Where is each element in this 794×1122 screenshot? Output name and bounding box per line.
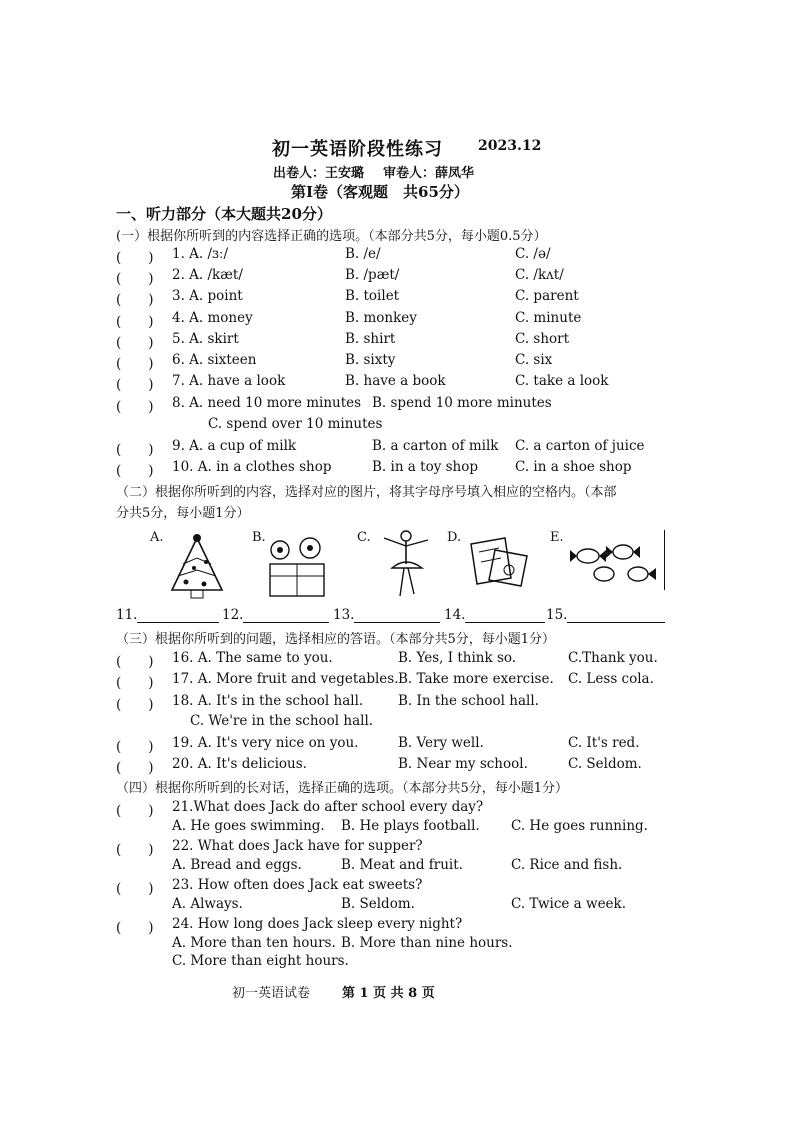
option-b: B. In the school hall. [398,693,539,709]
option-c: C. six [515,352,553,368]
dancer-icon [378,528,434,600]
option-a: 7. A. have a look [172,373,286,389]
setter-name: 出卷人：王安璐 [273,166,365,181]
option-c: C. /ə/ [515,246,551,262]
option-a: 9. A. a cup of milk [172,438,297,454]
christmas-tree-icon [164,532,230,602]
option-c: C. in a shoe shop [515,459,632,475]
blank-15[interactable] [546,607,665,623]
answer-paren[interactable]: ( ) [116,881,154,897]
blank-label: 13. [333,607,355,623]
question-text: 24. How long does Jack sleep every night? [172,916,463,932]
section4-instruction: （四）根据你所听到的长对话，选择正确的选项。（本部分共5分，每小题1分） [116,781,569,796]
option-c: C. take a look [515,373,609,389]
option-b: B. Meat and fruit. [341,857,463,873]
option-c: C. It's red. [568,735,640,751]
blank-label: 15. [546,607,568,623]
option-b: B. Seldom. [341,896,415,912]
option-a: 5. A. skirt [172,331,239,347]
option-b: B. a carton of milk [372,438,499,454]
option-b: B. Very well. [398,735,484,751]
option-a: 18. A. It's in the school hall. [172,693,364,709]
answer-paren[interactable]: ( ) [116,292,154,308]
answer-paren[interactable]: ( ) [116,314,154,330]
option-c: C. Twice a week. [511,896,627,912]
option-a: 8. A. need 10 more minutes [172,395,362,411]
section3-instruction: （三）根据你所听到的问题，选择相应的答语。（本部分共5分，每小题1分） [116,632,556,647]
blank-14[interactable] [444,607,545,623]
answer-paren[interactable]: ( ) [116,654,154,670]
option-b: B. have a book [345,373,446,389]
blank-11[interactable] [116,607,219,623]
pic-label-d: D. [447,530,462,545]
answer-paren[interactable]: ( ) [116,250,154,266]
option-b: B. in a toy shop [372,459,479,475]
answer-paren[interactable]: ( ) [116,463,154,479]
option-a: 16. A. The same to you. [172,650,333,666]
volume-heading: 第Ⅰ卷（客观题 共65分） [291,183,469,201]
answer-paren[interactable]: ( ) [116,842,154,858]
option-b: B. Yes, I think so. [398,650,517,666]
option-c: C. We're in the school hall. [190,713,374,729]
answer-paren[interactable]: ( ) [116,675,154,691]
answer-paren[interactable]: ( ) [116,356,154,372]
answer-paren[interactable]: ( ) [116,760,154,776]
option-c: C. short [515,331,570,347]
option-a: 1. A. /ɜː/ [172,246,229,262]
section2-instruction-line1: （二）根据你所听到的内容，选择对应的图片，将其字母序号填入相应的空格内。（本部 [116,485,617,500]
option-c: C. parent [515,288,579,304]
pic-label-a: A. [150,530,164,545]
option-b: B. monkey [345,310,417,326]
option-a: 3. A. point [172,288,243,304]
option-b: B. shirt [345,331,396,347]
option-b: B. He plays football. [341,818,480,834]
option-c: C. spend over 10 minutes [208,416,383,432]
sweets-icon [568,540,658,586]
option-a: 6. A. sixteen [172,352,257,368]
answer-paren[interactable]: ( ) [116,920,154,936]
option-a: 19. A. It's very nice on you. [172,735,359,751]
option-c: C. minute [515,310,582,326]
pic-label-e: E. [550,530,564,545]
option-c: C. Seldom. [568,756,642,772]
question-text: 23. How often does Jack eat sweets? [172,877,423,893]
divider [664,530,665,590]
part-heading: 一、听力部分（本大题共20分） [116,205,332,223]
option-a: A. More than ten hours. [172,935,336,951]
answer-paren[interactable]: ( ) [116,442,154,458]
footer-title: 初一英语试卷 [232,986,311,1001]
option-b: B. toilet [345,288,400,304]
option-b: B. Near my school. [398,756,528,772]
answer-paren[interactable]: ( ) [116,271,154,287]
option-c: C. More than eight hours. [172,953,349,969]
flowers-gift-icon [262,536,332,600]
blank-12[interactable] [222,607,329,623]
cards-icon [465,534,535,590]
answer-paren[interactable]: ( ) [116,335,154,351]
option-c: C. He goes running. [511,818,648,834]
option-b: B. More than nine hours. [341,935,513,951]
option-a: 17. A. More fruit and vegetables. [172,671,399,687]
answer-paren[interactable]: ( ) [116,399,154,415]
answer-paren[interactable]: ( ) [116,803,154,819]
option-b: B. sixty [345,352,396,368]
answer-paren[interactable]: ( ) [116,697,154,713]
blank-label: 11. [116,607,138,623]
option-a: 2. A. /kæt/ [172,267,243,283]
option-c: C. /kʌt/ [515,267,564,283]
exam-date: 2023.12 [478,138,542,154]
page-title: 初一英语阶段性练习 [272,139,443,160]
option-b: B. spend 10 more minutes [372,395,552,411]
reviewer-name: 审卷人：薛凤华 [383,166,475,181]
option-a: 4. A. money [172,310,253,326]
question-text: 22. What does Jack have for supper? [172,838,423,854]
option-a: A. Bread and eggs. [172,857,302,873]
section1-instruction: (一）根据你所听到的内容选择正确的选项。（本部分共5分，每小题0.5分） [116,229,547,244]
option-b: B. /pæt/ [345,267,400,283]
option-a: A. He goes swimming. [172,818,325,834]
option-a: 10. A. in a clothes shop [172,459,332,475]
section2-instruction-line2: 分共5分，每小题1分） [116,506,250,521]
answer-paren[interactable]: ( ) [116,377,154,393]
answer-paren[interactable]: ( ) [116,739,154,755]
option-c: C. Rice and fish. [511,857,623,873]
pic-label-c: C. [357,530,371,545]
option-a: 20. A. It's delicious. [172,756,307,772]
option-c: C. Less cola. [568,671,654,687]
option-b: B. /e/ [345,246,381,262]
pic-label-b: B. [252,530,266,545]
blank-label: 14. [444,607,466,623]
option-a: A. Always. [172,896,243,912]
option-b: B. Take more exercise. [398,671,554,687]
question-text: 21.What does Jack do after school every day? [172,799,484,815]
blank-13[interactable] [333,607,440,623]
option-c: C.Thank you. [568,650,658,666]
option-c: C. a carton of juice [515,438,645,454]
page-number: 第 1 页 共 8 页 [342,986,435,1001]
blank-label: 12. [222,607,244,623]
